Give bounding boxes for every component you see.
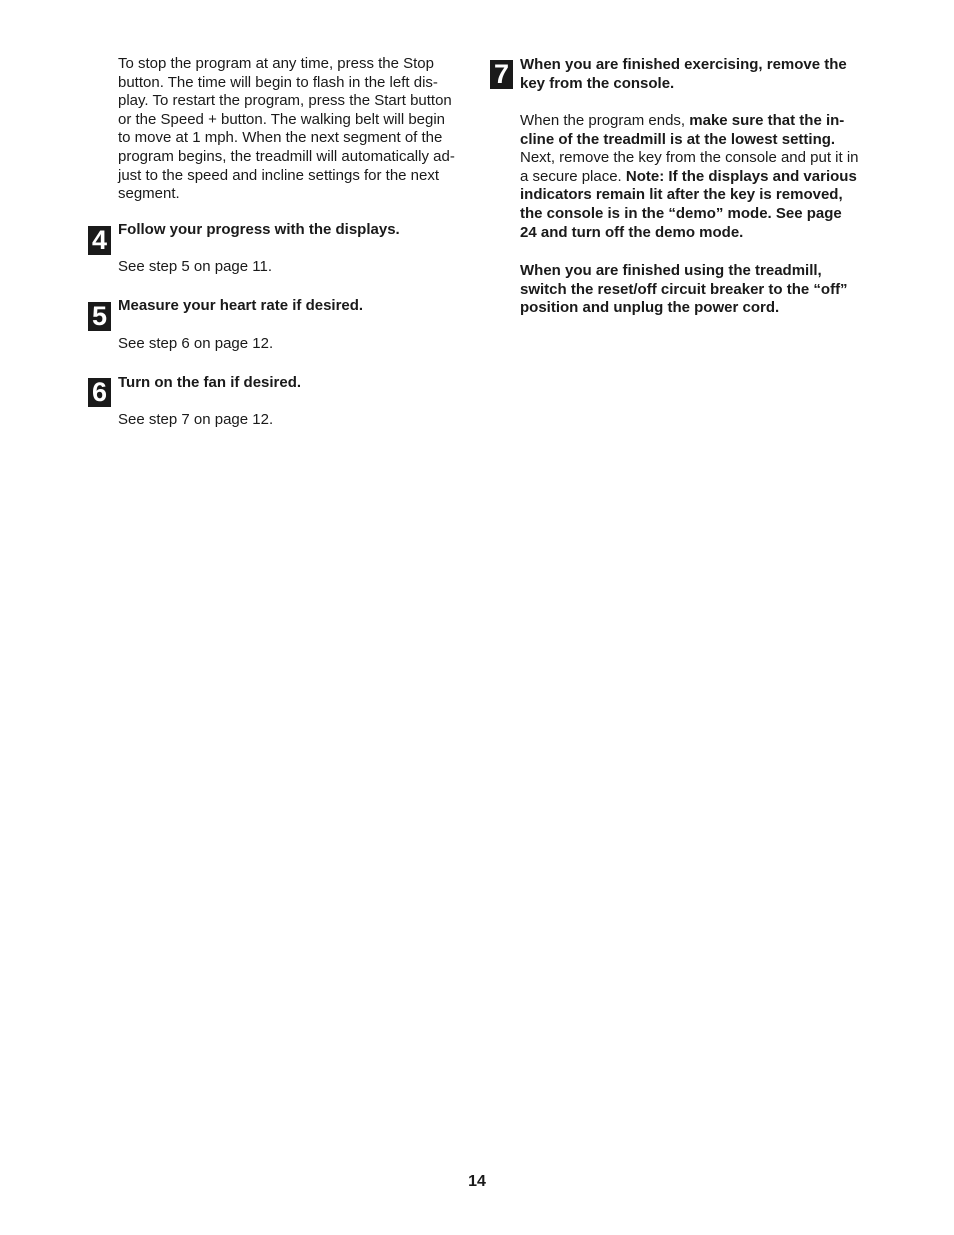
step-7-heading-line: key from the console. [520, 74, 675, 92]
intro-paragraph [118, 55, 478, 204]
step-7-paragraph-1 [520, 112, 890, 242]
step-7-line: the console is in the “demo” mode. See page [520, 204, 842, 222]
step-7-line: cline of the treadmill is at the lowest setting. [520, 130, 836, 148]
step-7-heading-line: When you are finished exercising, remove the [520, 56, 847, 73]
step-7-line [520, 112, 890, 131]
step-4-heading: Follow your progress with the displays. [118, 221, 400, 238]
intro-line: program begins, the treadmill will automatically ad- [118, 147, 455, 165]
step-7-heading [520, 56, 880, 93]
step-7-line: Next, remove the key from the console and put it in [520, 149, 859, 167]
step-7-paragraph-2 [520, 262, 890, 318]
text-normal: a secure place. [520, 167, 626, 185]
intro-line: segment. [118, 185, 180, 203]
text-bold: make sure that the in- [689, 112, 845, 129]
text-normal: When the program ends, [520, 112, 690, 129]
intro-line: to move at 1 mph. When the next segment of the [118, 129, 443, 147]
intro-line: play. To restart the program, press the Start button [118, 92, 452, 110]
step-7-line: position and unplug the power cord. [520, 299, 780, 317]
page-number: 14 [468, 1173, 486, 1190]
step-6-body: See step 7 on page 12. [118, 411, 274, 428]
step-6-badge: 6 [88, 378, 111, 407]
step-7-badge: 7 [490, 60, 513, 89]
intro-line: button. The time will begin to flash in the left dis- [118, 73, 438, 91]
step-5-body: See step 6 on page 12. [118, 335, 274, 352]
intro-line: just to the speed and incline settings for the next [118, 166, 440, 184]
step-7-line [520, 168, 890, 187]
step-7-line: 24 and turn off the demo mode. [520, 223, 744, 241]
step-7-line: indicators remain lit after the key is removed, [520, 186, 843, 204]
step-5-badge: 5 [88, 302, 111, 331]
step-6-heading: Turn on the fan if desired. [118, 374, 302, 391]
step-4-badge: 4 [88, 226, 111, 255]
step-7-line: When you are finished using the treadmill, [520, 262, 822, 279]
step-4-body: See step 5 on page 11. [118, 258, 273, 275]
step-7-line: switch the reset/off circuit breaker to the “off” [520, 280, 848, 298]
intro-line: To stop the program at any time, press the Stop [118, 55, 434, 72]
intro-line: or the Speed + button. The walking belt will begin [118, 110, 446, 128]
text-bold: Note: If the displays and various [625, 167, 857, 185]
step-5-heading: Measure your heart rate if desired. [118, 297, 364, 314]
